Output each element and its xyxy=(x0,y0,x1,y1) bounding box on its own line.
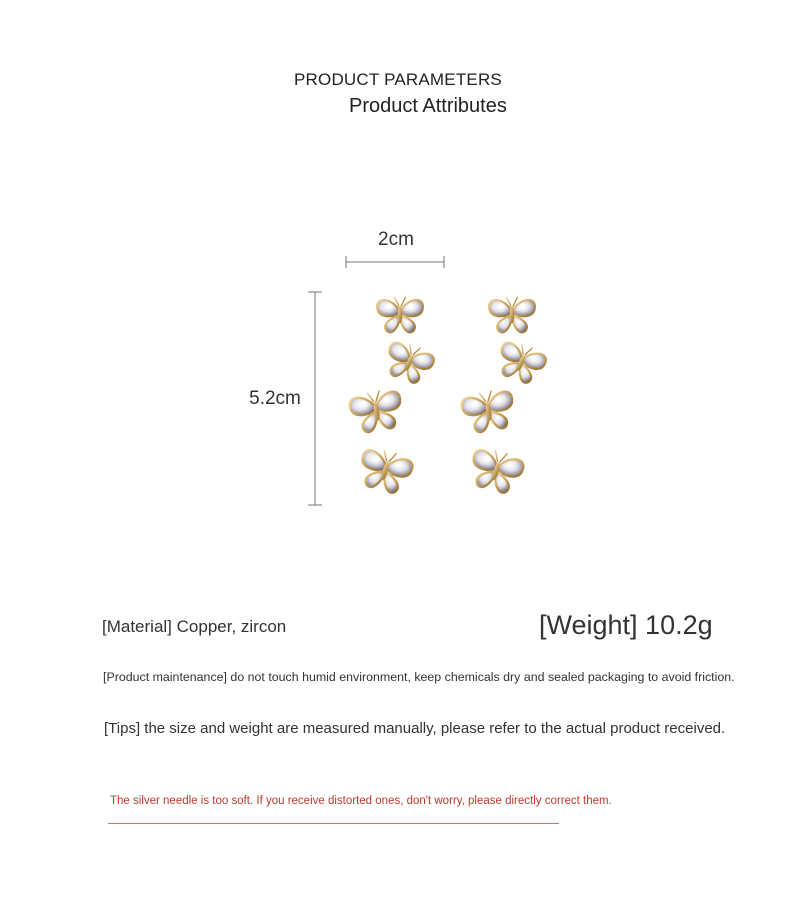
tips-note: [Tips] the size and weight are measured manually, please refer to the actual product received. xyxy=(104,720,726,737)
needle-warning: The silver needle is too soft. If you receive distorted ones, don't worry, please directly correct them. xyxy=(110,795,612,807)
product-photo xyxy=(300,250,570,520)
right-earring xyxy=(460,297,549,496)
section-subtitle: Product Attributes xyxy=(349,95,507,117)
section-title: PRODUCT PARAMETERS xyxy=(294,70,502,89)
maintenance-note: [Product maintenance] do not touch humid environment, keep chemicals dry and sealed packaging to avoid friction. xyxy=(103,670,735,684)
height-dimension-label: 5.2cm xyxy=(249,388,301,409)
width-dimension-label: 2cm xyxy=(378,229,414,250)
material-spec: [Material] Copper, zircon xyxy=(102,617,287,636)
weight-spec: [Weight] 10.2g xyxy=(539,610,713,640)
warning-divider xyxy=(108,823,559,824)
left-earring xyxy=(348,297,437,496)
